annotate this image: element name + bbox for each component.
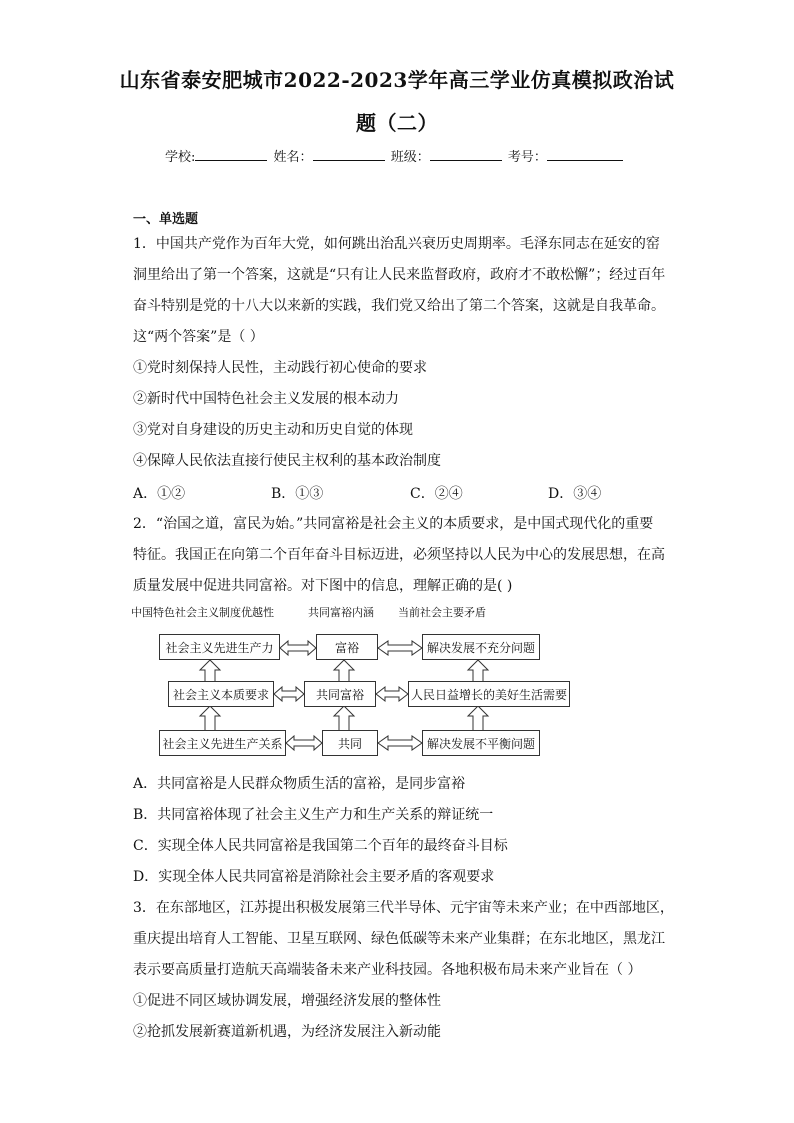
q1-item: ④保障人民依法直接行使民主权利的基本政治制度 xyxy=(133,453,441,469)
diagram-header-left: 中国特色社会主义制度优越性 xyxy=(131,606,274,619)
q3-stem-line: 3．在东部地区，江苏提出积极发展第三代半导体、元宇宙等未来产业；在中西部地区， xyxy=(133,900,674,916)
number-blank[interactable] xyxy=(547,148,623,161)
q1-stem-line: 奋斗特别是党的十八大以来新的实践，我们党又给出了第二个答案，这就是自我革命。 xyxy=(133,298,665,314)
q1-item: ①党时刻保持人民性，主动践行初心使命的要求 xyxy=(133,360,427,376)
common-prosperity-diagram xyxy=(128,604,668,764)
double-arrow-icon xyxy=(378,641,422,655)
name-blank[interactable] xyxy=(313,148,385,161)
box-common-prosperity: 共同富裕 xyxy=(304,681,376,707)
q3-stem-line: 重庆提出培育人工智能、卫星互联网、绿色低碳等未来产业集群；在东北地区，黑龙江 xyxy=(133,931,665,947)
box-better-life-needs: 人民日益增长的美好生活需要 xyxy=(408,681,570,707)
box-advanced-productivity: 社会主义先进生产力 xyxy=(159,634,280,660)
double-arrow-icon xyxy=(280,641,316,655)
exam-title-line1: 山东省泰安肥城市2022-2023学年高三学业仿真模拟政治试 xyxy=(119,68,675,92)
student-info-row xyxy=(165,146,625,165)
double-arrow-icon xyxy=(286,736,322,750)
q3-item: ①促进不同区域协调发展，增强经济发展的整体性 xyxy=(133,993,441,1009)
q2-option-b[interactable]: B．共同富裕体现了社会主义生产力和生产关系的辩证统一 xyxy=(133,807,494,823)
double-arrow-icon xyxy=(378,736,422,750)
box-unbalanced-development: 解决发展不平衡问题 xyxy=(422,730,540,756)
q1-stem-line: 这“两个答案”是（ ） xyxy=(133,329,264,345)
q1-option-b[interactable]: B．①③ xyxy=(271,486,324,502)
class-label: 班级： xyxy=(390,150,430,165)
box-essential-requirement: 社会主义本质要求 xyxy=(168,681,274,707)
school-label: 学校: xyxy=(165,150,196,165)
q2-option-a[interactable]: A．共同富裕是人民群众物质生活的富裕，是同步富裕 xyxy=(133,776,466,792)
q1-stem-line: 1．中国共产党作为百年大党，如何跳出治乱兴衰历史周期率。毛泽东同志在延安的窑 xyxy=(133,236,660,252)
box-insufficient-development: 解决发展不充分问题 xyxy=(422,634,540,660)
q1-item: ②新时代中国特色社会主义发展的根本动力 xyxy=(133,391,399,407)
q2-stem-line: 2．“治国之道，富民为始。”共同富裕是社会主义的本质要求，是中国式现代化的重要 xyxy=(133,516,654,532)
class-blank[interactable] xyxy=(430,148,502,161)
exam-title-line2: 题（二） xyxy=(356,111,438,135)
box-common: 共同 xyxy=(322,730,378,756)
q1-stem-line: 洞里给出了第一个答案，这就是“只有让人民来监督政府，政府才不敢松懈”；经过百年 xyxy=(133,267,666,283)
q1-option-d[interactable]: D．③④ xyxy=(548,486,602,502)
box-advanced-relations: 社会主义先进生产关系 xyxy=(159,730,286,756)
q3-item: ②抢抓发展新赛道新机遇，为经济发展注入新动能 xyxy=(133,1024,441,1040)
number-label: 考号： xyxy=(507,150,547,165)
diagram-header-right: 当前社会主要矛盾 xyxy=(398,606,486,619)
q2-stem-line: 质量发展中促进共同富裕。对下图中的信息，理解正确的是( ) xyxy=(133,578,513,594)
school-blank[interactable] xyxy=(195,148,267,161)
diagram-header-middle: 共同富裕内涵 xyxy=(308,606,374,619)
q1-option-c[interactable]: C．②④ xyxy=(410,486,463,502)
name-label: 姓名： xyxy=(273,150,313,165)
section-heading: 一、单选题 xyxy=(133,212,199,227)
double-arrow-icon xyxy=(274,687,304,701)
q2-stem-line: 特征。我国正在向第二个百年奋斗目标迈进，必须坚持以人民为中心的发展思想，在高 xyxy=(133,547,665,563)
box-prosperity: 富裕 xyxy=(316,634,378,660)
q1-option-a[interactable]: A．①② xyxy=(133,486,186,502)
q2-option-c[interactable]: C．实现全体人民共同富裕是我国第二个百年的最终奋斗目标 xyxy=(133,838,508,854)
q3-stem-line: 表示要高质量打造航天高端装备未来产业科技园。各地积极布局未来产业旨在（ ） xyxy=(133,962,642,978)
q1-item: ③党对自身建设的历史主动和历史自觉的体现 xyxy=(133,422,413,438)
q2-option-d[interactable]: D．实现全体人民共同富裕是消除社会主要矛盾的客观要求 xyxy=(133,869,495,885)
double-arrow-icon xyxy=(376,687,408,701)
